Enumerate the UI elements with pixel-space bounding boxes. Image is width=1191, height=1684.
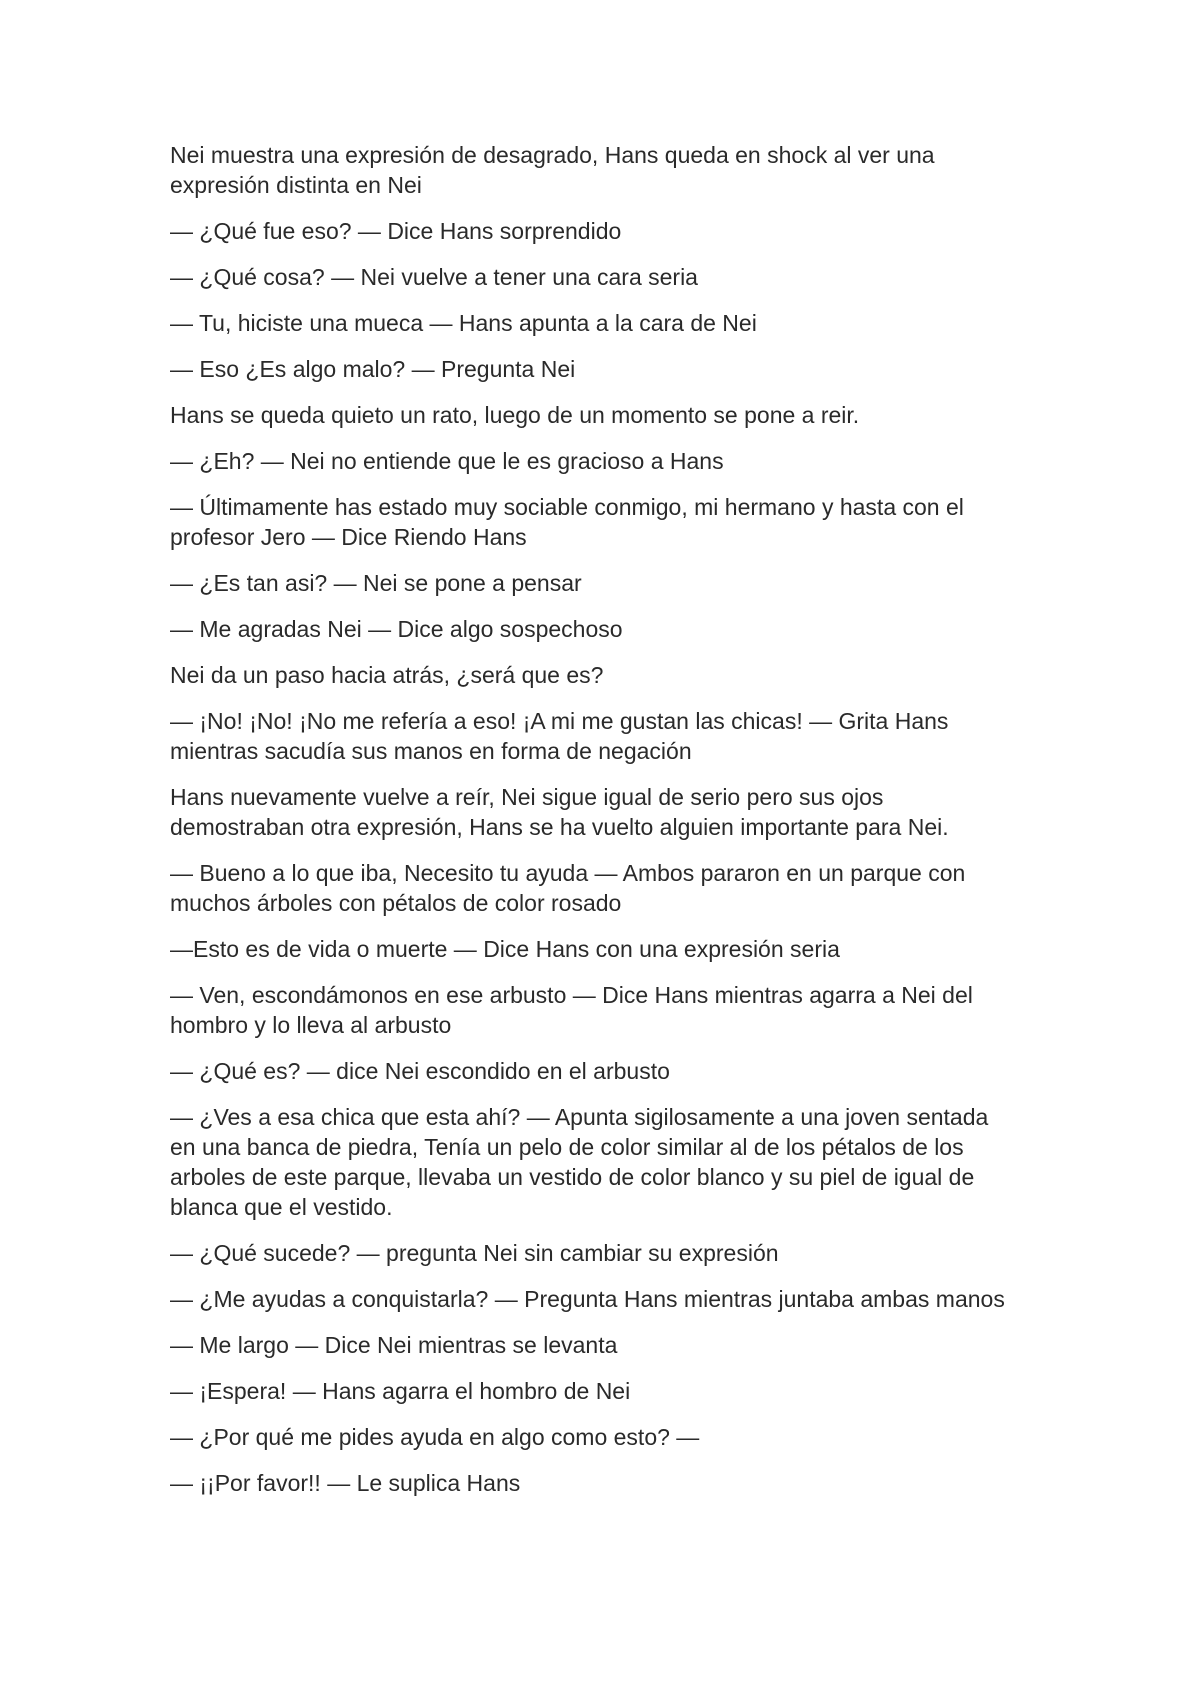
paragraph: — ¿Eh? — Nei no entiende que le es gracioso a Hans (170, 448, 724, 474)
paragraph: — ¡No! ¡No! ¡No me refería a eso! ¡A mi me gustan las chicas! — Grita Hans mientras sacudía sus manos en forma de negación (170, 708, 949, 764)
paragraph: Nei da un paso hacia atrás, ¿será que es? (170, 662, 604, 688)
paragraph: Hans se queda quieto un rato, luego de un momento se pone a reir. (170, 402, 860, 428)
paragraph: — ¿Me ayudas a conquistarla? — Pregunta Hans mientras juntaba ambas manos (170, 1286, 1005, 1312)
paragraph: — ¿Qué fue eso? — Dice Hans sorprendido (170, 218, 622, 244)
paragraph: — ¿Qué cosa? — Nei vuelve a tener una cara seria (170, 264, 698, 290)
paragraph: — Me agradas Nei — Dice algo sospechoso (170, 616, 623, 642)
paragraph: — Ven, escondámonos en ese arbusto — Dice Hans mientras agarra a Nei del hombro y lo lleva al arbusto (170, 982, 973, 1038)
paragraph: — ¿Ves a esa chica que esta ahí? — Apunta sigilosamente a una joven sentada en una banca de piedra, Tenía un pelo de color similar al de los pétalos de los arboles de este parque, llevaba un vestido de color blanco y su piel de igual de blanca que el vestido. (170, 1104, 989, 1220)
paragraph: — Me largo — Dice Nei mientras se levanta (170, 1332, 618, 1358)
paragraph: — Últimamente has estado muy sociable conmigo, mi hermano y hasta con el profesor Jero — Dice Riendo Hans (170, 494, 964, 550)
document-body (170, 140, 1020, 1514)
paragraph: —Esto es de vida o muerte — Dice Hans con una expresión seria (170, 936, 840, 962)
paragraph: — ¿Qué sucede? — pregunta Nei sin cambiar su expresión (170, 1240, 779, 1266)
paragraph: Hans nuevamente vuelve a reír, Nei sigue igual de serio pero sus ojos demostraban otra expresión, Hans se ha vuelto alguien importante para Nei. (170, 784, 949, 840)
paragraph: — Eso ¿Es algo malo? — Pregunta Nei (170, 356, 576, 382)
paragraph: Nei muestra una expresión de desagrado, Hans queda en shock al ver una expresión distinta en Nei (170, 142, 935, 198)
paragraph: — ¡Espera! — Hans agarra el hombro de Nei (170, 1378, 631, 1404)
paragraph: — ¿Es tan asi? — Nei se pone a pensar (170, 570, 582, 596)
paragraph: — Bueno a lo que iba, Necesito tu ayuda — Ambos pararon en un parque con muchos árboles con pétalos de color rosado (170, 860, 966, 916)
paragraph: — ¿Por qué me pides ayuda en algo como esto? — (170, 1424, 700, 1450)
paragraph: — Tu, hiciste una mueca — Hans apunta a la cara de Nei (170, 310, 757, 336)
paragraph: — ¡¡Por favor!! — Le suplica Hans (170, 1470, 521, 1496)
paragraph: — ¿Qué es? — dice Nei escondido en el arbusto (170, 1058, 670, 1084)
